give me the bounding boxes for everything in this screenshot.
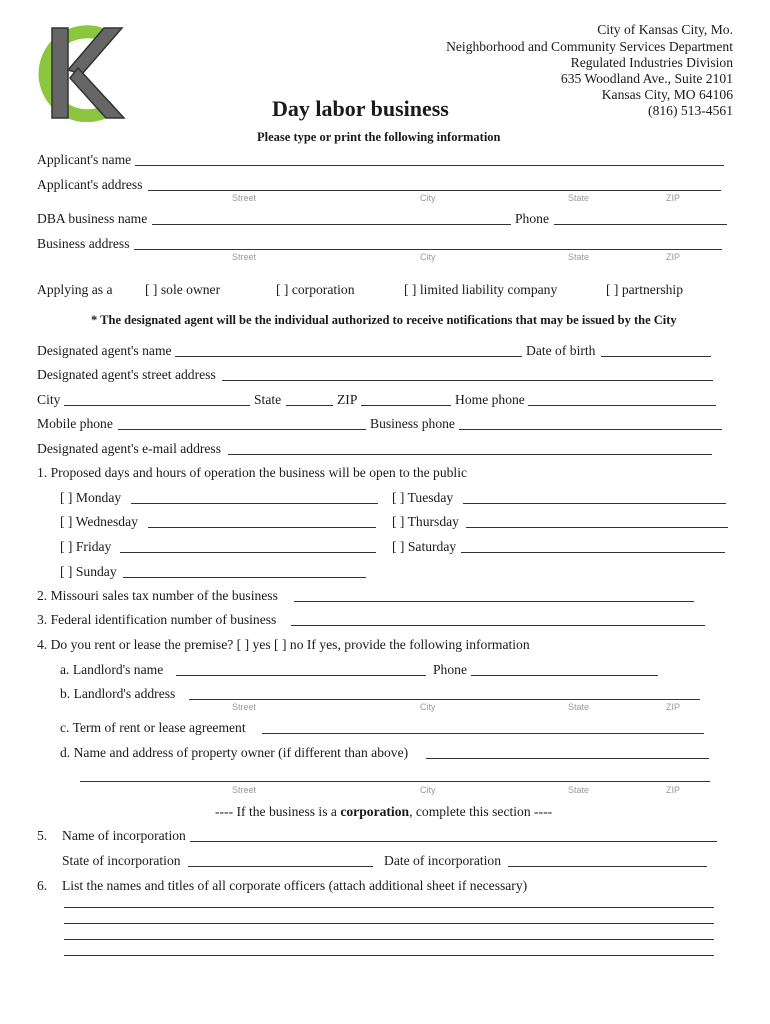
- sub-label-city: City: [420, 702, 436, 712]
- kc-logo: [34, 22, 126, 122]
- q6-officer-line-2[interactable]: [64, 923, 714, 924]
- org-street: 635 Woodland Ave., Suite 2101: [560, 71, 733, 86]
- option-partnership[interactable]: [ ] partnership: [606, 282, 684, 297]
- sub-label-state: State: [568, 252, 590, 262]
- corp-header-prefix: ---- If the business is a: [215, 804, 341, 819]
- org-department: Neighborhood and Community Services Department: [446, 39, 733, 54]
- corporation-section-header: [215, 805, 552, 819]
- q1-tuesday-hours[interactable]: [463, 503, 726, 504]
- org-city: Kansas City, MO 64106: [601, 87, 733, 102]
- org-phone: (816) 513-4561: [648, 103, 733, 118]
- corp-header-suffix: , complete this section ----: [409, 804, 553, 819]
- sub-label-city: City: [420, 193, 436, 203]
- sub-label-street: Street: [232, 702, 257, 712]
- org-name: City of Kansas City, Mo.: [597, 22, 733, 37]
- agent-name-field[interactable]: [175, 356, 522, 357]
- agent-home-phone-field[interactable]: [528, 405, 716, 406]
- sub-label-street: Street: [232, 193, 257, 203]
- option-sole-owner[interactable]: [ ] sole owner: [145, 282, 221, 297]
- sub-label-zip: ZIP: [666, 252, 681, 262]
- q1-sunday[interactable]: [ ] Sunday: [60, 564, 117, 579]
- q2-text: 2. Missouri sales tax number of the business: [37, 588, 278, 603]
- q4a-phone-label: Phone: [433, 662, 467, 677]
- q6-officer-line-4[interactable]: [64, 955, 714, 956]
- q1-sunday-hours[interactable]: [123, 577, 366, 578]
- form-instruction: Please type or print the following information: [257, 130, 501, 144]
- agent-city-label: City: [37, 392, 61, 407]
- sub-label-zip: ZIP: [666, 785, 681, 795]
- agent-dob-field[interactable]: [601, 356, 711, 357]
- q1-monday[interactable]: [ ] Monday: [60, 490, 122, 505]
- applying-as-label: Applying as a: [37, 282, 113, 297]
- q1-wednesday-hours[interactable]: [148, 527, 376, 528]
- q6-number: 6.: [37, 878, 48, 893]
- sub-label-zip: ZIP: [666, 193, 681, 203]
- sub-label-city: City: [420, 785, 436, 795]
- agent-dob-label: Date of birth: [526, 343, 596, 358]
- q6-officer-line-1[interactable]: [64, 907, 714, 908]
- corp-header-bold: corporation: [340, 804, 410, 819]
- q4d-field[interactable]: [426, 758, 709, 759]
- q4b-field[interactable]: [189, 699, 700, 700]
- q5-name-field[interactable]: [190, 841, 717, 842]
- sub-label-state: State: [568, 193, 590, 203]
- agent-state-label: State: [254, 392, 282, 407]
- sub-label-state: State: [568, 702, 590, 712]
- agent-email-label: Designated agent's e-mail address: [37, 441, 222, 456]
- q2-field[interactable]: [294, 601, 694, 602]
- q4d-label: d. Name and address of property owner (if different than above): [60, 745, 409, 760]
- sub-label-zip: ZIP: [666, 702, 681, 712]
- q5-number: 5.: [37, 828, 48, 843]
- dba-name-label: DBA business name: [37, 211, 148, 226]
- dba-phone-label: Phone: [515, 211, 549, 226]
- agent-zip-field[interactable]: [361, 405, 451, 406]
- applicant-name-label: Applicant's name: [37, 152, 132, 167]
- agent-mobile-field[interactable]: [118, 429, 366, 430]
- q1-wednesday[interactable]: [ ] Wednesday: [60, 514, 138, 529]
- agent-street-label: Designated agent's street address: [37, 367, 216, 382]
- q1-text: 1. Proposed days and hours of operation the business will be open to the public: [37, 465, 468, 480]
- q4d-field-line2[interactable]: [80, 781, 710, 782]
- q6-text: List the names and titles of all corporate officers (attach additional sheet if necessary): [62, 878, 528, 893]
- q5-date-label: Date of incorporation: [384, 853, 502, 868]
- agent-street-field[interactable]: [222, 380, 713, 381]
- q1-saturday-hours[interactable]: [461, 552, 725, 553]
- agent-name-label: Designated agent's name: [37, 343, 172, 358]
- q4-text: 4. Do you rent or lease the premise? [ ] yes [ ] no If yes, provide the following information: [37, 637, 530, 652]
- designated-agent-note: * The designated agent will be the individual authorized to receive notifications that may be issued by the City: [91, 313, 677, 327]
- sub-label-street: Street: [232, 252, 257, 262]
- applicant-address-field[interactable]: [148, 190, 721, 191]
- q1-saturday[interactable]: [ ] Saturday: [392, 539, 457, 554]
- applicant-name-field[interactable]: [135, 165, 724, 166]
- agent-mobile-label: Mobile phone: [37, 416, 113, 431]
- agent-business-phone-field[interactable]: [459, 429, 722, 430]
- dba-phone-field[interactable]: [554, 224, 727, 225]
- agent-email-field[interactable]: [228, 454, 712, 455]
- q1-thursday-hours[interactable]: [466, 527, 728, 528]
- sub-label-city: City: [420, 252, 436, 262]
- option-llc[interactable]: [ ] limited liability company: [404, 282, 558, 297]
- q1-thursday[interactable]: [ ] Thursday: [392, 514, 459, 529]
- org-division: Regulated Industries Division: [570, 55, 733, 70]
- q5-date-field[interactable]: [508, 866, 707, 867]
- q1-friday[interactable]: [ ] Friday: [60, 539, 112, 554]
- q4b-label: b. Landlord's address: [60, 686, 176, 701]
- q6-officer-line-3[interactable]: [64, 939, 714, 940]
- q5-state-label: State of incorporation: [62, 853, 181, 868]
- option-corporation[interactable]: [ ] corporation: [276, 282, 355, 297]
- agent-zip-label: ZIP: [337, 392, 358, 407]
- q4c-field[interactable]: [262, 733, 704, 734]
- dba-name-field[interactable]: [152, 224, 511, 225]
- page-title: Day labor business: [272, 96, 449, 121]
- logo-k-stem: [52, 28, 68, 118]
- q5-name-label: Name of incorporation: [62, 828, 186, 843]
- agent-state-field[interactable]: [286, 405, 333, 406]
- q4a-label: a. Landlord's name: [60, 662, 164, 677]
- agent-city-field[interactable]: [64, 405, 250, 406]
- agent-home-phone-label: Home phone: [455, 392, 525, 407]
- sub-label-state: State: [568, 785, 590, 795]
- q4a-field[interactable]: [176, 675, 426, 676]
- q1-friday-hours[interactable]: [120, 552, 376, 553]
- q4a-phone-field[interactable]: [471, 675, 658, 676]
- q3-text: 3. Federal identification number of business: [37, 612, 277, 627]
- sub-label-street: Street: [232, 785, 257, 795]
- q1-monday-hours[interactable]: [131, 503, 378, 504]
- agent-business-phone-label: Business phone: [370, 416, 455, 431]
- business-address-field[interactable]: [134, 249, 722, 250]
- q5-state-field[interactable]: [188, 866, 373, 867]
- q1-tuesday[interactable]: [ ] Tuesday: [392, 490, 454, 505]
- q3-field[interactable]: [291, 625, 705, 626]
- q4c-label: c. Term of rent or lease agreement: [60, 720, 246, 735]
- applicant-address-label: Applicant's address: [37, 177, 143, 192]
- business-address-label: Business address: [37, 236, 130, 251]
